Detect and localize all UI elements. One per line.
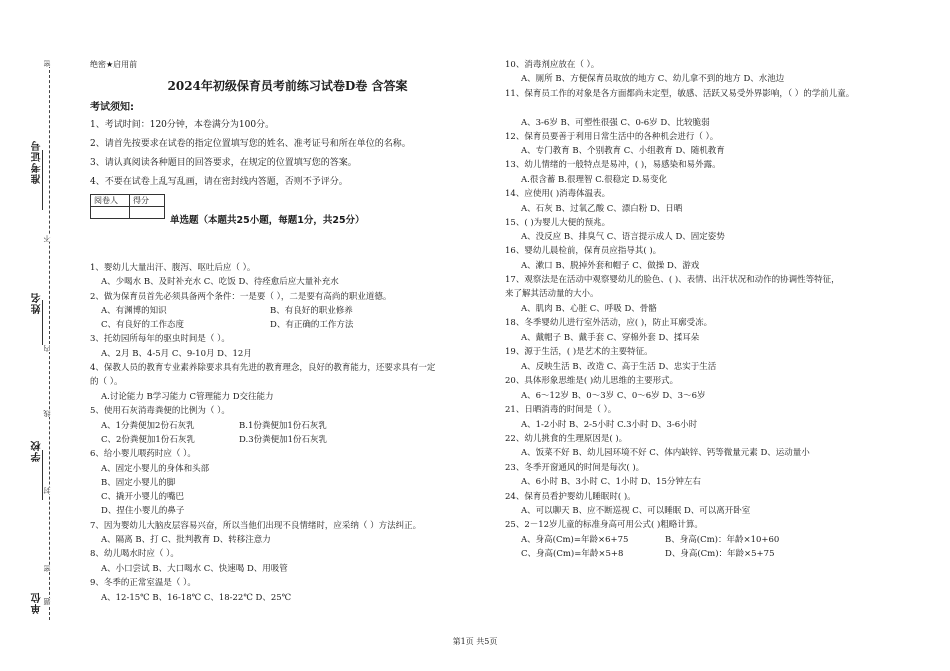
section-title: 单选题（本题共25小题，每题1分，共25分） [170,215,365,226]
seal-mark: 密 [43,60,51,67]
answer-options: A、1分粪便加2份石灰乳 [101,421,195,431]
question-text: 2、做为保育员首先必须具备两个条件：一是要（ ），二是要有高尚的职业道德。 [90,292,392,302]
answer-options: A、漱口 B、脱掉外套和帽子 C、做操 D、游戏 [521,261,700,271]
answer-options: D、捏住小婴儿的鼻子 [101,506,185,516]
answer-options: D、有正确的工作方法 [270,320,354,330]
question-text: 9、冬季的正常室温是（ ）。 [90,578,196,588]
seal-mark: 不 [43,235,51,242]
answer-options: B、身高(Cm)：年龄×10+60 [665,535,780,545]
answer-options: C、身高(Cm)=年龄×5+8 [521,549,624,559]
question-text: 4、保教人员的教育专业素养除要求具有先进的教育理念，良好的教育能力，还要求具有一定 [90,363,436,373]
question-text: 10、消毒剂应放在（ ）。 [505,60,600,70]
question-text: 23、冬季开窗通风的时间是每次( )。 [505,463,645,473]
seal-mark: 题 [43,598,51,605]
answer-options: C、2份粪便加1份石灰乳 [101,435,195,445]
question-text: 1、婴幼儿大量出汗、腹泻、呕吐后应（ ）。 [90,263,256,273]
seal-mark: 封 [43,487,51,494]
answer-options: D、身高(Cm)：年龄×5+75 [665,549,775,559]
answer-options: A、石灰 B、过氧乙酸 C、漂白粉 D、日晒 [521,204,683,214]
name-label: 姓名 [32,292,43,314]
answer-options: A、12-15℃ B、16-18℃ C、18-22℃ D、25℃ [101,593,292,603]
question-text: 17、观察法是在活动中观察婴幼儿的脸色、( )、表情、出汗状况和动作的协调性等特征， [505,275,840,285]
question-text: 22、幼儿挑食的生理原因是( )。 [505,434,628,444]
answer-options: C、有良好的工作态度 [101,320,185,330]
question-text: 3、托幼园所每年的驱虫时间是（ ）。 [90,334,230,344]
seal-mark: 线 [43,410,51,417]
score-blank[interactable] [130,207,165,219]
school-label: 学校 [32,440,43,462]
answer-options: A、1-2小时 B、2-5小时 C.3小时 D、3-6小时 [521,420,698,430]
secret-mark: 绝密★启用前 [90,60,138,69]
answer-options: A、可以聊天 B、应不断巡视 C、可以睡眠 D、可以离开卧室 [521,506,751,516]
answer-options: A、身高(Cm)=年龄×6+75 [521,535,629,545]
answer-options: A、少喝水 B、及时补充水 C、吃饭 D、待痊愈后应大量补充水 [101,277,339,287]
answer-options: A、6小时 B、3小时 C、1小时 D、15分钟左右 [521,477,701,487]
answer-options: A、有渊博的知识 [101,306,167,316]
notes-title: 考试须知: [90,102,134,113]
answer-options: A、隔离 B、打 C、批判教育 D、转移注意力 [101,535,271,545]
question-text: 6、给小婴儿喂药时应（ ）。 [90,449,196,459]
question-text: 12、保育员要善于利用日常生活中的各种机会进行（ ）。 [505,132,719,142]
answer-options: B.1份粪便加1份石灰乳 [239,421,327,431]
score-table [90,194,165,219]
answer-options: A、6～12岁 B、0～3岁 C、0～6岁 D、3～6岁 [521,391,706,401]
question-text: 20、具体形象思维是( )幼儿思维的主要形式。 [505,376,679,386]
answer-options: A、固定小婴儿的身体和头部 [101,464,210,474]
question-text: 25、2－12岁儿童的标准身高可用公式( )粗略计算。 [505,520,703,530]
question-text: 21、日晒消毒的时间是（ ）。 [505,405,617,415]
score-cell: 得分 [130,195,165,207]
exam-id-label: 准考证号 [32,140,43,184]
question-text: 16、婴幼儿晨检前，保育员应指导其( )。 [505,246,662,256]
question-text: 8、幼儿喝水时应（ ）。 [90,549,179,559]
question-text: 11、保育员工作的对象是各方面都尚未定型，敏感、活跃又易受外界影响，（ ）的学前儿童。 [505,89,855,99]
answer-options: A、小口尝试 B、大口喝水 C、快速喝 D、用吸管 [101,564,288,574]
question-text: 5、使用石灰消毒粪便的比例为（ ）。 [90,406,230,416]
page-footer: 第1页 共5页 [452,637,498,646]
seal-line [49,60,50,620]
question-text: 19、源于生活，( )是艺术的主要特征。 [505,347,653,357]
reviewer-blank[interactable] [91,207,130,219]
question-text: 24、保育员看护婴幼儿睡眠时( )。 [505,492,636,502]
answer-options: A、戴帽子 B、戴手套 C、穿棉外套 D、揉耳朵 [521,333,700,343]
reviewer-cell: 阅卷人 [91,195,130,207]
answer-options: B、有良好的职业修养 [270,306,353,316]
note-item: 2、请首先按要求在试卷的指定位置填写您的姓名、准考证号和所在单位的名称。 [90,139,411,149]
answer-options: C、撬开小婴儿的嘴巴 [101,492,185,502]
answer-options: A、厕所 B、方便保育员取放的地方 C、幼儿拿不到的地方 D、水池边 [521,74,785,84]
answer-options: 来了解其活动量的大小。 [505,289,599,299]
answer-options: A.讨论能力 B学习能力 C管理能力 D交往能力 [101,392,274,402]
answer-options: A、肌肉 B、心脏 C、呼吸 D、骨骼 [521,304,657,314]
question-text: 7、因为婴幼儿大脑皮层容易兴奋，所以当他们出现不良情绪时，应采纳（ ）方法纠正。 [90,521,422,531]
answer-options: B、固定小婴儿的脚 [101,478,176,488]
seal-mark: 内 [43,345,51,352]
page-title: 2024年初级保育员考前练习试卷D卷 含答案 [167,79,408,93]
note-item: 3、请认真阅读各种题目的回答要求，在规定的位置填写您的答案。 [90,158,357,168]
answer-options: 的（ ）。 [90,377,123,387]
seal-mark: 密 [43,565,51,572]
unit-label: 单位 [32,592,43,614]
answer-options: A、2月 B、4-5月 C、9-10月 D、12月 [101,349,252,359]
binding-margin [0,0,72,671]
question-text: 18、冬季婴幼儿进行室外活动，应( )，防止耳廓受冻。 [505,318,713,328]
answer-options: A.很含蓄 B.很理智 C.很稳定 D.易变化 [521,175,668,185]
answer-options: D.3份粪便加1份石灰乳 [239,435,328,445]
answer-options: A、3-6岁 B、可塑性很强 C、0-6岁 D、比较脆弱 [521,118,710,128]
question-text: 13、幼儿情绪的一般特点是易冲，( )，易感染和易外露。 [505,160,721,170]
answer-options: A、反映生活 B、改造 C、高于生活 D、忠实于生活 [521,362,717,372]
answer-options: A、没反应 B、排臭气 C、语言提示成人 D、固定姿势 [521,232,725,242]
question-text: 14、应使用( )消毒体温表。 [505,189,611,199]
note-item: 1、考试时间：120分钟，本卷满分为100分。 [90,120,275,130]
note-item: 4、不要在试卷上乱写乱画，请在密封线内答题，否则不予评分。 [90,177,348,187]
answer-options: A、专门教育 B、个别教育 C、小组教育 D、随机教育 [521,146,725,156]
question-text: 15、( )为婴儿大便的预兆。 [505,218,611,228]
answer-options: A、饭菜不好 B、幼儿园环境不好 C、体内缺锌、钙等微量元素 D、运动量小 [521,448,810,458]
